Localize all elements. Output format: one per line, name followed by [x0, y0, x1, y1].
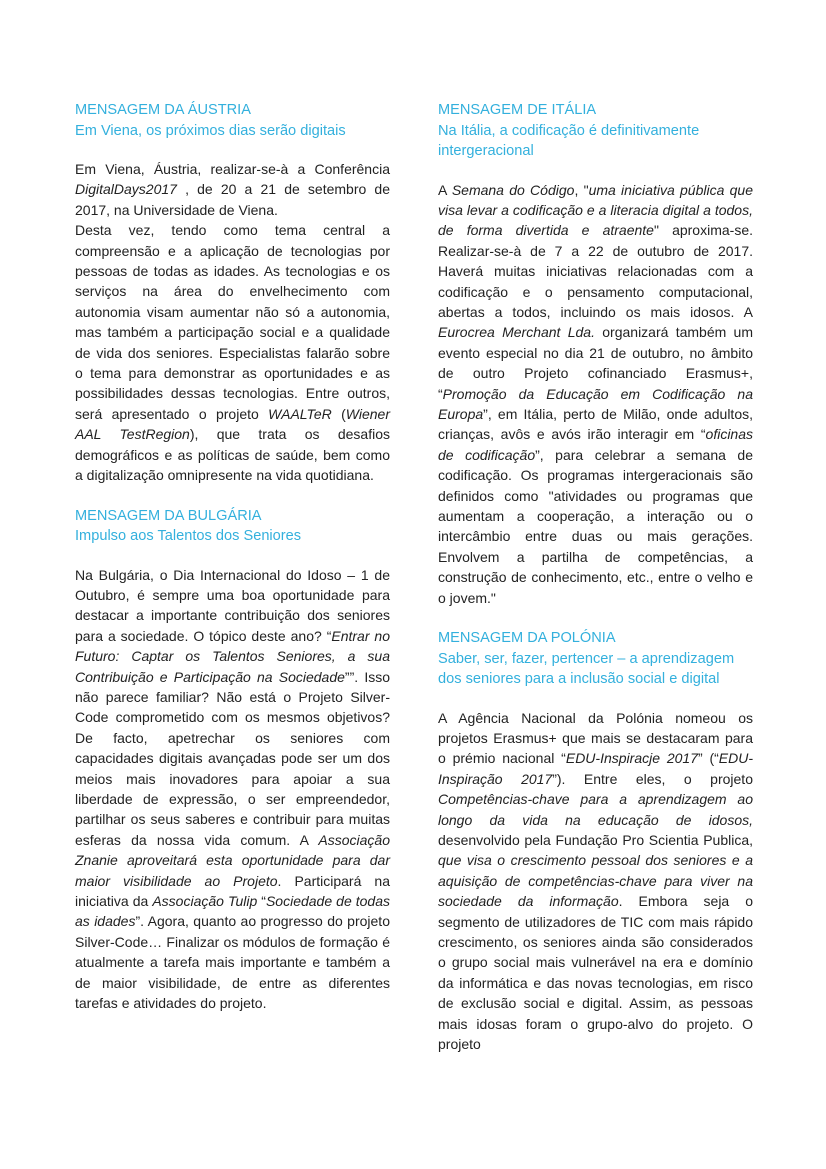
left-column: [75, 100, 390, 1033]
section-heading: MENSAGEM DE ITÁLIA: [438, 102, 597, 118]
text-run: Em Viena, Áustria, realizar-se-à a Conferência: [75, 161, 390, 177]
text-run: ”). Entre eles, o projeto: [552, 770, 753, 787]
italic-text: WAALTeR: [268, 405, 332, 422]
text-run: ), que trata os desafios demográficos e as políticas de saúde, bem como a digitalização omnipresente na vida quotidiana.: [75, 426, 390, 484]
text-run: “: [257, 893, 266, 909]
text-run: , de 20 a 21 de setembro de 2017, na Universidade de Viena.: [75, 181, 390, 218]
text-run: desenvolvido pela Fundação Pro Scientia Publica,: [438, 831, 753, 848]
text-run: organizará também um evento especial no dia 21 de outubro, no âmbito de outro Projeto cofinanciado Erasmus+, “: [438, 324, 753, 402]
section-heading: MENSAGEM DA POLÓNIA: [438, 630, 616, 647]
paragraph: [75, 565, 390, 1014]
text-run: . Participará na iniciativa da: [75, 872, 390, 909]
section-polonia: [438, 628, 753, 1054]
italic-text: EDU-Inspiracje 2017: [565, 750, 698, 767]
section-italia: [438, 100, 753, 608]
section-heading: MENSAGEM DA ÁUSTRIA: [75, 102, 251, 118]
italic-text: Competências-chave para a aprendizagem ao longo da vida na educação de idosos,: [438, 791, 753, 828]
section-subheading: Na Itália, a codificação é definitivamente intergeracional: [438, 122, 700, 159]
italic-text: Wiener AAL TestRegion: [75, 405, 390, 443]
italic-text: Associação Znanie aproveitará esta oportunidade para dar maior visibilidade ao Projeto: [75, 831, 390, 889]
section-subheading: Impulso aos Talentos dos Seniores: [75, 528, 302, 544]
italic-text: uma iniciativa pública que visa levar a codificação e a literacia digital a todos, de forma divertida e atraente: [438, 181, 753, 239]
text-run: , ": [574, 181, 589, 198]
section-heading: MENSAGEM DA BULGÁRIA: [75, 507, 262, 524]
text-run: ”, em Itália, perto de Milão, onde adultos, crianças, avôs e avós irão interagir em “: [438, 405, 753, 443]
text-run: (: [331, 405, 346, 422]
right-column: [438, 100, 753, 1074]
paragraph: [75, 159, 390, 220]
italic-text: Promoção da Educação em Codificação na Europa: [438, 385, 753, 422]
text-run: Desta vez, tendo como tema central a compreensão e a aplicação de tecnologias por pessoas de todas as idades. As tecnologias e os serviços na área do envelhecimento com autonomia visam aumentar não só a autonomia, mas também a participação social e a qualidade de vida dos seniores. Especialistas falarão sobre o tema para demonstrar as oportunidades e as possibilidades dessas tecnologias. Entre outros, será apresentado o projeto: [75, 222, 390, 422]
text-run: ”. Agora, quanto ao progresso do projeto Silver-Code… Finalizar os módulos de formação é atualmente a tarefa mais importante e também a de maior visibilidade, de entre as diferentes tarefas e atividades do projeto.: [75, 913, 390, 1012]
italic-text: Entrar no Futuro: Captar os Talentos Seniores, a sua Contribuição e Participação na Sociedade: [75, 627, 390, 685]
text-run: Na Bulgária, o Dia Internacional do Idoso – 1 de Outubro, é sempre uma boa oportunidade para destacar a importante contribuição dos seniores para a sociedade. O tópico deste ano? “: [75, 566, 390, 644]
text-run: ””. Isso não parece familiar? Não está o Projeto Silver-Code comprometido com os mesmos objetivos? De facto, apetrechar os seniores com capacidades digitais avançadas pode ser um dos meios mais inovadores para apoiar a sua liberdade de expressão, o ser empreendedor, partilhar os seus saberes e contribuir para muitas esferas da nossa vida comum. A: [75, 668, 390, 848]
section-bulgaria: [75, 506, 390, 1014]
text-run: . Embora seja o segmento de utilizadores de TIC com mais rápido crescimento, os seniores ainda são considerados o grupo social mais vulnerável na era e domínio da informática e das novas tecnologias, em risco de exclusão social e digital. Assim, as pessoas mais idosas foram o grupo-alvo do projeto. O projeto: [438, 893, 753, 1053]
section-subheading: Saber, ser, fazer, pertencer – a aprendizagem dos seniores para a inclusão social e digital: [438, 650, 735, 688]
italic-text: Sociedade de todas as idades: [75, 893, 391, 930]
text-run: ” (“: [697, 750, 719, 767]
section-austria: [75, 100, 390, 486]
paragraph: [438, 708, 753, 1055]
italic-text: DigitalDays2017: [75, 181, 177, 198]
italic-text: Associação Tulip: [152, 893, 258, 909]
paragraph: [438, 180, 753, 609]
italic-text: Semana do Código: [451, 181, 575, 198]
text-run: A Agência Nacional da Polónia nomeou os projetos Erasmus+ que mais se destacaram para o prémio nacional “: [438, 709, 753, 767]
paragraph: [75, 220, 390, 485]
italic-text: oficinas de codificação: [438, 426, 753, 463]
italic-text: EDU-Inspiração 2017: [438, 750, 754, 787]
italic-text: que visa o crescimento pessoal dos seniores e a aquisição de competências-chave para viver na sociedade da informação: [438, 852, 753, 910]
text-run: " aproxima-se. Realizar-se-à de 7 a 22 de outubro de 2017. Haverá muitas iniciativas relacionadas com a codificação e o pensamento computacional, abertas a todos, incluindo os mais idosos. A: [438, 222, 753, 320]
text-run: A: [438, 181, 452, 198]
text-run: ”, para celebrar a semana de codificação. Os programas intergeracionais são definidos como "atividades ou programas que aumentam a cooperação, a interação ou o intercâmbio entre duas ou mais gerações. Envolvem a partilha de competências, a construção de conhecimento, etc., entre o velho e o jovem.": [438, 446, 753, 606]
italic-text: Eurocrea Merchant Lda.: [438, 324, 595, 341]
section-subheading: Em Viena, os próximos dias serão digitais: [75, 122, 346, 139]
